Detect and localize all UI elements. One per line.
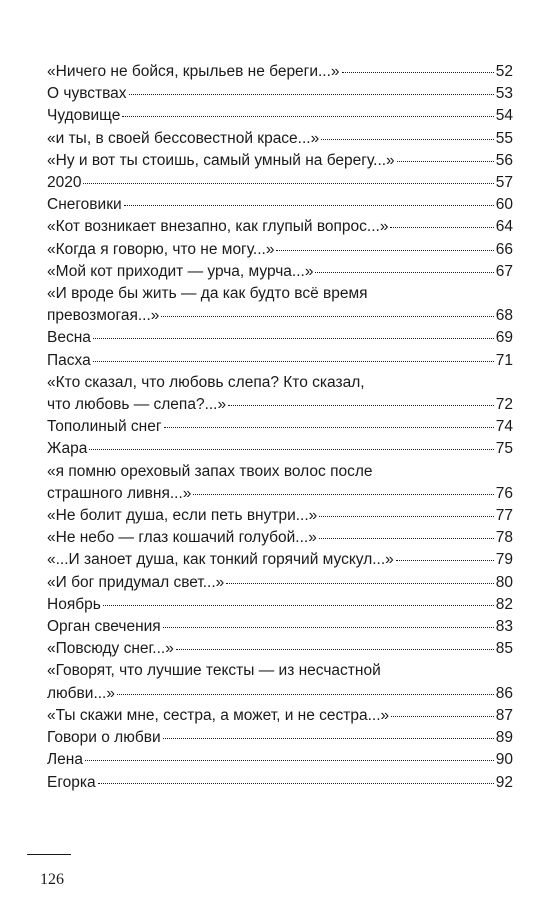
- toc-entry-title: Говори о любви: [47, 729, 161, 747]
- toc-entry-title: Орган свечения: [47, 618, 161, 636]
- toc-entry-line: [47, 394, 513, 416]
- toc-entry: [47, 172, 513, 194]
- toc-entry-page-number: 54: [495, 107, 513, 125]
- toc-entry-page-number: 87: [495, 706, 513, 724]
- toc-entry-title: «Мой кот приходит — урча, мурча...»: [47, 262, 314, 280]
- toc-entry: [47, 527, 513, 549]
- toc-entry: [47, 461, 513, 505]
- toc-entry-line: [47, 772, 513, 794]
- dot-leader: [176, 649, 494, 650]
- table-of-contents: [47, 61, 513, 794]
- dot-leader: [103, 605, 494, 606]
- toc-entry-page-number: 56: [495, 151, 513, 169]
- dot-leader: [226, 583, 493, 584]
- dot-leader: [93, 338, 494, 339]
- toc-entry-page-number: 66: [495, 240, 513, 258]
- dot-leader: [89, 449, 493, 450]
- toc-entry-line: [47, 150, 513, 172]
- toc-entry-line: [47, 61, 513, 83]
- toc-entry: [47, 128, 513, 150]
- toc-entry-title: «Ничего не бойся, крыльев не береги...»: [47, 63, 340, 80]
- toc-entry: [47, 216, 513, 238]
- toc-entry-page-number: 74: [495, 418, 513, 436]
- toc-entry: [47, 283, 513, 327]
- toc-entry-line: [47, 638, 513, 660]
- dot-leader: [319, 538, 494, 539]
- toc-entry-line: [47, 438, 513, 460]
- toc-entry-title: «Ты скажи мне, сестра, а может, и не сестра...»: [47, 706, 390, 724]
- toc-entry-line: [47, 616, 513, 638]
- dot-leader: [161, 316, 493, 317]
- toc-entry-page-number: 79: [495, 551, 513, 569]
- dot-leader: [85, 760, 494, 761]
- toc-entry: [47, 105, 513, 127]
- toc-entry: [47, 150, 513, 172]
- toc-entry-page-number: 67: [495, 262, 513, 280]
- dot-leader: [276, 250, 493, 251]
- toc-entry-page-number: 72: [495, 396, 513, 414]
- dot-leader: [321, 139, 494, 140]
- dot-leader: [164, 427, 494, 428]
- toc-entry: [47, 772, 513, 794]
- toc-entry-line: [47, 683, 513, 705]
- dot-leader: [315, 272, 493, 273]
- toc-entry-line: [47, 327, 513, 349]
- toc-entry-line: [47, 194, 513, 216]
- dot-leader: [342, 72, 494, 73]
- toc-entry: [47, 261, 513, 283]
- toc-entry-page-number: 60: [495, 196, 513, 214]
- toc-entry-page-number: 82: [495, 595, 513, 613]
- toc-entry: [47, 660, 513, 704]
- toc-entry-page-number: 80: [495, 573, 513, 591]
- toc-entry-title: превозмогая...»: [47, 307, 160, 325]
- toc-entry-line: [47, 216, 513, 238]
- toc-entry: [47, 549, 513, 571]
- toc-entry-title: О чувствах: [47, 85, 127, 103]
- toc-entry-line: [47, 261, 513, 283]
- toc-entry-title: «и ты, в своей бессовестной красе...»: [47, 129, 320, 147]
- toc-entry-title: Снеговики: [47, 196, 122, 214]
- toc-entry: [47, 749, 513, 771]
- toc-entry-title: «Не небо — глаз кошачий голубой...»: [47, 529, 317, 547]
- dot-leader: [129, 94, 494, 95]
- toc-entry: [47, 239, 513, 261]
- toc-entry: [47, 194, 513, 216]
- dot-leader: [319, 516, 493, 517]
- dot-leader: [122, 116, 493, 117]
- toc-entry-page-number: 85: [495, 640, 513, 658]
- toc-entry-line: [47, 105, 513, 127]
- dot-leader: [98, 783, 494, 784]
- toc-entry-title: страшного ливня...»: [47, 484, 192, 502]
- toc-entry-title: Ноябрь: [47, 595, 101, 613]
- toc-entry-page-number: 53: [495, 85, 513, 103]
- toc-entry-title: 2020: [47, 174, 82, 192]
- toc-entry-line: [47, 305, 513, 327]
- toc-entry-line: [47, 727, 513, 749]
- toc-entry-title: любви...»: [47, 684, 115, 702]
- toc-entry-page-number: 64: [495, 218, 513, 236]
- toc-entry-page-number: 77: [495, 507, 513, 525]
- toc-entry: [47, 350, 513, 372]
- toc-entry-line: [47, 572, 513, 594]
- toc-entry-line: [47, 83, 513, 105]
- toc-entry-line: [47, 239, 513, 261]
- toc-entry-page-number: 75: [495, 440, 513, 458]
- dot-leader: [228, 405, 494, 406]
- toc-entry: [47, 727, 513, 749]
- toc-entry-title: Пасха: [47, 351, 91, 369]
- toc-entry-line: [47, 549, 513, 571]
- dot-leader: [117, 694, 494, 695]
- toc-entry: [47, 505, 513, 527]
- toc-entry: [47, 705, 513, 727]
- toc-entry-title-line: «я помню ореховый запах твоих волос после: [47, 462, 373, 480]
- toc-entry-page-number: 86: [495, 684, 513, 702]
- toc-entry-title: Жара: [47, 440, 88, 458]
- toc-entry-page-number: 90: [495, 751, 513, 769]
- toc-entry-title: «...И заноет душа, как тонкий горячий мускул...»: [47, 551, 394, 569]
- toc-entry: [47, 372, 513, 416]
- toc-entry: [47, 83, 513, 105]
- toc-entry-page-number: 76: [495, 484, 513, 502]
- toc-entry-line: [47, 749, 513, 771]
- toc-entry-line: [47, 350, 513, 372]
- dot-leader: [83, 183, 493, 184]
- toc-entry-page-number: 52: [495, 63, 513, 80]
- toc-entry-line: [47, 416, 513, 438]
- toc-entry: [47, 327, 513, 349]
- toc-entry: [47, 594, 513, 616]
- toc-entry: [47, 572, 513, 594]
- toc-entry-title: Весна: [47, 329, 91, 347]
- dot-leader: [193, 494, 493, 495]
- toc-entry: [47, 438, 513, 460]
- toc-entry: [47, 61, 513, 83]
- dot-leader: [93, 361, 494, 362]
- toc-entry-line: [47, 594, 513, 616]
- toc-entry-page-number: 57: [495, 174, 513, 192]
- toc-entry-title: «Ну и вот ты стоишь, самый умный на берегу...»: [47, 151, 395, 169]
- toc-entry-title: что любовь — слепа?...»: [47, 396, 227, 414]
- toc-entry-page-number: 92: [495, 773, 513, 791]
- toc-entry-page-number: 83: [495, 618, 513, 636]
- dot-leader: [397, 161, 494, 162]
- toc-entry-title-line: «Кто сказал, что любовь слепа? Кто сказал,: [47, 373, 365, 391]
- toc-entry-line: [47, 128, 513, 150]
- toc-entry-title: Тополиный снег: [47, 418, 162, 436]
- toc-entry-title: «Когда я говорю, что не могу...»: [47, 240, 275, 258]
- toc-entry-page-number: 89: [495, 729, 513, 747]
- folio-rule: [27, 854, 71, 855]
- toc-entry-page-number: 55: [495, 129, 513, 147]
- dot-leader: [390, 227, 493, 228]
- dot-leader: [124, 205, 494, 206]
- toc-entry-page-number: 71: [495, 351, 513, 369]
- dot-leader: [163, 738, 494, 739]
- toc-entry: [47, 616, 513, 638]
- toc-entry-title: «Повсюду снег...»: [47, 640, 174, 658]
- page-number: 126: [40, 871, 64, 888]
- toc-entry-page-number: 69: [495, 329, 513, 347]
- toc-entry: [47, 638, 513, 660]
- toc-entry-line: [47, 172, 513, 194]
- toc-entry-title-line: «Говорят, что лучшие тексты — из несчастной: [47, 662, 381, 680]
- dot-leader: [391, 716, 494, 717]
- toc-entry-title: «Не болит душа, если петь внутри...»: [47, 507, 318, 525]
- toc-entry-line: [47, 483, 513, 505]
- toc-entry-title: Чудовище: [47, 107, 121, 125]
- toc-entry-line: [47, 505, 513, 527]
- toc-entry-title: Лена: [47, 751, 83, 769]
- toc-entry-title: «И бог придумал свет...»: [47, 573, 225, 591]
- toc-entry-page-number: 68: [495, 307, 513, 325]
- toc-entry-title-line: «И вроде бы жить — да как будто всё время: [47, 285, 368, 303]
- toc-entry-line: [47, 527, 513, 549]
- toc-entry: [47, 416, 513, 438]
- toc-entry-page-number: 78: [495, 529, 513, 547]
- toc-entry-title: Егорка: [47, 773, 96, 791]
- toc-entry-title: «Кот возникает внезапно, как глупый вопрос...»: [47, 218, 389, 236]
- dot-leader: [163, 627, 494, 628]
- dot-leader: [396, 560, 494, 561]
- toc-entry-line: [47, 705, 513, 727]
